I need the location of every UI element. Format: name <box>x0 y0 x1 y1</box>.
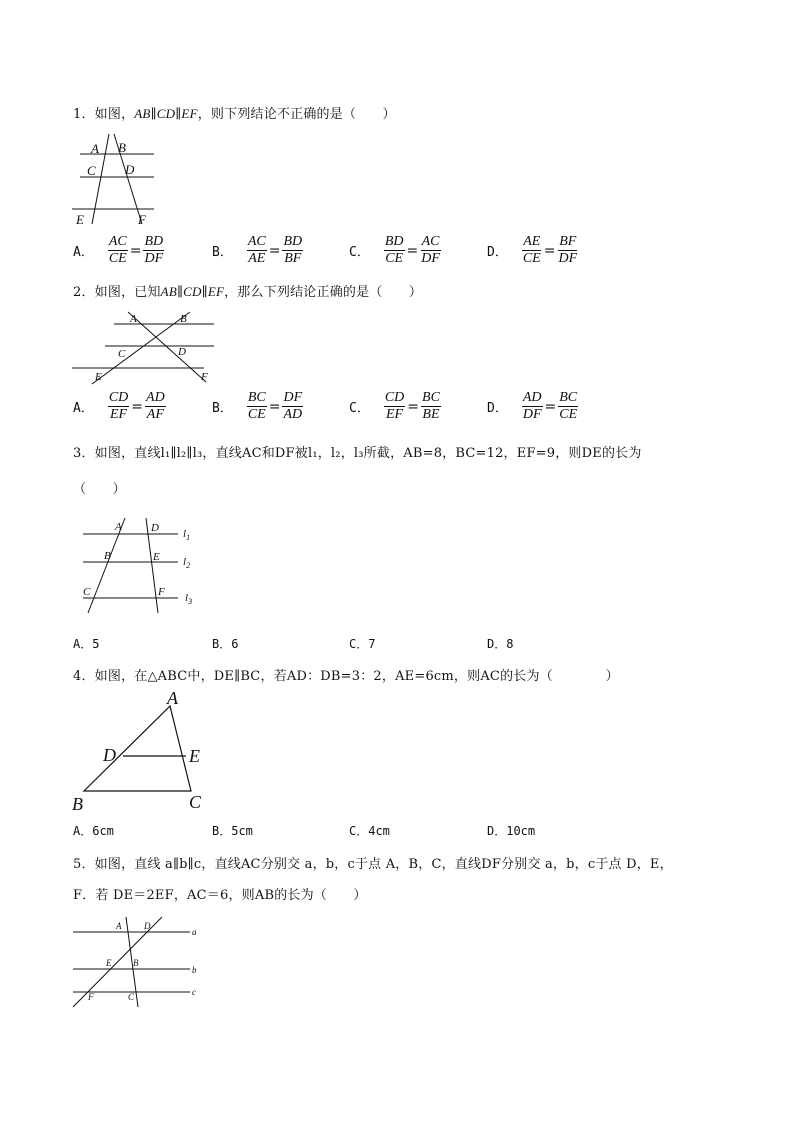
q1-label-a: A <box>91 141 99 156</box>
q5-label-b: B <box>133 958 139 968</box>
q5-label-e: E <box>106 958 112 968</box>
q2-label-e: E <box>95 371 102 383</box>
q2-option-a[interactable]: A． $\frac{CD}{EF}$ = $\frac{AD}{AF}$ <box>73 390 165 422</box>
q3-label-l1: $l_1$ <box>183 528 191 542</box>
q1-label-d: D <box>125 162 135 177</box>
q4-label-b: B <box>72 794 83 814</box>
q3-label-b: B <box>104 550 111 562</box>
q1-figure <box>72 132 162 228</box>
q2-stem <box>73 281 422 300</box>
q1-option-a-frac2: $\frac{BD}{DF}$ <box>144 234 164 266</box>
q3-label-l2: $l_2$ <box>183 556 191 570</box>
q2-label-a: A <box>130 313 137 325</box>
q3-label-c: C <box>83 586 91 598</box>
q3-stem-line1: 3．如图，直线l₁∥l₂∥l₃，直线AC和DF被l₁，l₂，l₃所截，AB=8，BC=12，EF=9，则DE的长为 <box>73 446 642 461</box>
q3-label-a: A <box>115 521 122 533</box>
q1-label-c: C <box>87 163 96 178</box>
q5-label-line-c: c <box>192 987 196 997</box>
q1-stem-math: AB∥CD∥EF <box>134 106 198 121</box>
q1-option-d[interactable]: D． $\frac{AE}{CE}$ = $\frac{BF}{DF}$ <box>487 234 578 266</box>
q3-label-f: F <box>158 586 165 598</box>
q5-label-f: F <box>88 992 94 1002</box>
q1-stem-suffix: ，则下列结论不正确的是（ ） <box>197 107 396 122</box>
q1-label-f: F <box>138 212 146 227</box>
q3-option-b[interactable]: B．6 <box>212 637 239 651</box>
q4-option-d[interactable]: D．10cm <box>487 824 536 838</box>
q2-label-c: C <box>118 348 126 360</box>
q4-label-e: E <box>189 746 200 766</box>
q1-option-a-frac1: $\frac{AC}{CE}$ <box>108 234 127 266</box>
q1-stem <box>73 103 396 122</box>
q3-label-d: D <box>151 522 159 534</box>
q5-label-d: D <box>144 921 151 931</box>
q5-label-line-a: a <box>192 927 197 937</box>
q3-label-l3: $l_3$ <box>185 592 193 606</box>
q4-option-b[interactable]: B．5cm <box>212 824 253 838</box>
q4-label-d: D <box>103 745 116 765</box>
q5-figure <box>70 915 210 1010</box>
q2-label-f: F <box>201 371 208 383</box>
q2-transversal-af <box>128 312 206 382</box>
q5-label-c: C <box>128 992 135 1002</box>
q2-transversal-be <box>92 312 190 384</box>
q2-stem-prefix: 2．如图，已知 <box>73 285 161 300</box>
q1-label-e: E <box>76 212 84 227</box>
q1-label-b: B <box>118 140 126 155</box>
q4-option-c[interactable]: C．4cm <box>349 824 390 838</box>
q2-option-c[interactable]: C． $\frac{CD}{EF}$ = $\frac{BC}{BE}$ <box>349 390 440 422</box>
q2-stem-math: AB∥CD∥EF <box>160 284 225 299</box>
q3-label-e: E <box>153 551 160 563</box>
q2-option-b[interactable]: B． $\frac{BC}{CE}$ = $\frac{DF}{AD}$ <box>212 390 303 422</box>
q3-option-a[interactable]: A．5 <box>73 637 100 651</box>
q2-figure <box>72 306 222 386</box>
q2-label-d: D <box>178 346 186 358</box>
q1-option-c[interactable]: C． $\frac{BD}{CE}$ = $\frac{AC}{DF}$ <box>349 234 440 266</box>
q2-option-d[interactable]: D． $\frac{AD}{DF}$ = $\frac{BC}{CE}$ <box>487 390 578 422</box>
q3-option-c[interactable]: C．7 <box>349 637 376 651</box>
q4-label-a: A <box>167 688 178 708</box>
q2-stem-suffix: ，那么下列结论正确的是（ ） <box>224 285 423 300</box>
q5-stem-line1: 5．如图，直线 a∥b∥c，直线AC分别交 a，b，c于点 A，B，C，直线DF分别交 a，b，c于点 D，E， <box>73 857 673 872</box>
q4-label-c: C <box>189 792 202 812</box>
q3-stem-line2: （ ） <box>73 482 126 497</box>
q2-label-b: B <box>180 313 187 325</box>
q1-option-a[interactable]: A． $\frac{AC}{CE}$ = $\frac{BD}{DF}$ <box>73 234 164 266</box>
q4-option-a[interactable]: A．6cm <box>73 824 114 838</box>
q5-label-line-b: b <box>192 965 197 975</box>
q4-triangle-abc <box>84 706 191 791</box>
q1-option-b[interactable]: B． $\frac{AC}{AE}$ = $\frac{BD}{BF}$ <box>212 234 303 266</box>
q5-stem-line2: F．若 DE＝2EF，AC＝6，则AB的长为（ ） <box>73 888 367 903</box>
q4-stem: 4．如图，在△ABC中，DE∥BC，若AD：DB=3：2，AE=6cm，则AC的长为（ ） <box>73 669 619 684</box>
q3-figure <box>78 515 203 615</box>
q4-figure <box>70 688 215 816</box>
q3-option-d[interactable]: D．8 <box>487 637 514 651</box>
q1-stem-prefix: 1．如图， <box>73 107 135 122</box>
q5-label-a: A <box>116 921 122 931</box>
